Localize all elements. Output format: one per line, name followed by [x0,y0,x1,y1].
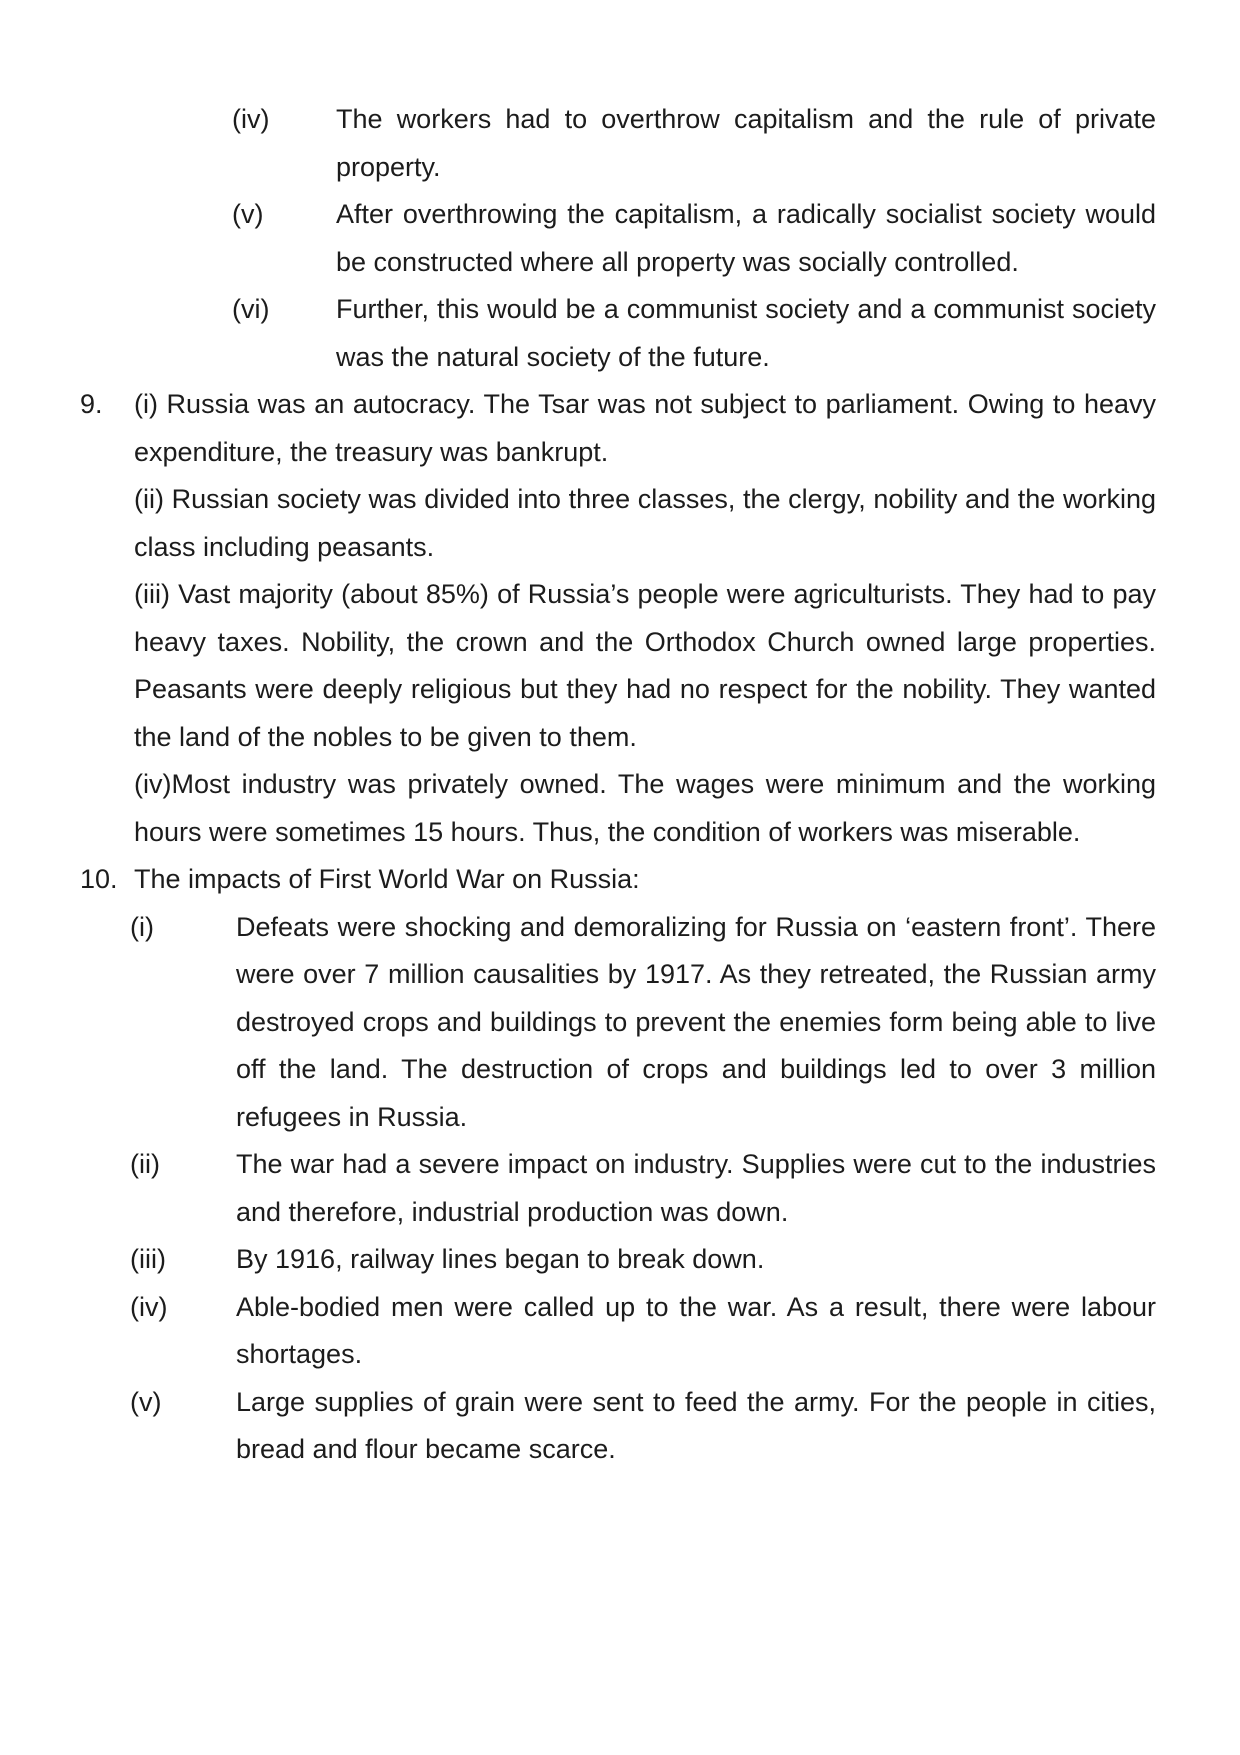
item-number: (iii) [130,1244,166,1274]
item-number: (ii) [130,1149,160,1179]
question-body [134,856,1156,904]
list-item [130,1379,1156,1474]
list-item [232,96,1156,191]
item-number: (i) [130,911,154,942]
item-text: After overthrowing the capitalism, a radically socialist society would be constructed where all property was socially controlled. [336,199,1156,277]
list-item [232,191,1156,286]
document-page [0,96,1240,1474]
item-number: (iv) [130,1291,168,1322]
item-text: The war had a severe impact on industry. Supplies were cut to the industries and therefore, industrial production was down. [236,1149,1156,1227]
item-number: (vi) [232,294,270,324]
question-heading: The impacts of First World War on Russia: [134,864,640,894]
item-text: Further, this would be a communist society and a communist society was the natural society of the future. [336,294,1156,372]
answer-paragraph: (ii) Russian society was divided into three classes, the clergy, nobility and the working class including peasants. [134,484,1156,562]
list-item [130,1141,1156,1236]
question-number: 9. [80,389,103,419]
item-text: Defeats were shocking and demoralizing for Russia on ‘eastern front’. There were over 7 million causalities by 1917. As they retreated, the Russian army destroyed crops and buildings to prevent the enemies form being able to live off the land. The destruction of crops and buildings led to over 3 million refugees in Russia. [236,911,1156,1132]
list-item [130,1236,1156,1284]
question-body [134,381,1156,856]
item-text: The workers had to overthrow capitalism and the rule of private property. [336,104,1156,182]
question-9 [80,381,1156,856]
item-text: By 1916, railway lines began to break down. [236,1244,765,1274]
sub-list-q10 [130,904,1156,1474]
sub-list-q8 [232,96,1156,381]
list-item [130,904,1156,1142]
answer-paragraph: (iii) Vast majority (about 85%) of Russia’s people were agriculturists. They had to pay heavy taxes. Nobility, the crown and the Orthodox Church owned large properties. Peasants were deeply religious but they had no respect for the nobility. They wanted the land of the nobles to be given to them. [134,579,1156,752]
question-number: 10. [80,864,118,894]
item-text: Large supplies of grain were sent to feed the army. For the people in cities, bread and flour became scarce. [236,1386,1156,1464]
list-item [232,286,1156,381]
list-item [130,1284,1156,1379]
answer-paragraph: (i) Russia was an autocracy. The Tsar was not subject to parliament. Owing to heavy expenditure, the treasury was bankrupt. [134,389,1156,467]
item-number: (v) [232,199,264,229]
item-number: (v) [130,1386,162,1417]
item-text: Able-bodied men were called up to the war. As a result, there were labour shortages. [236,1291,1156,1369]
answer-paragraph: (iv)Most industry was privately owned. The wages were minimum and the working hours were sometimes 15 hours. Thus, the condition of workers was miserable. [134,769,1156,847]
item-number: (iv) [232,104,270,134]
question-10 [80,856,1156,904]
